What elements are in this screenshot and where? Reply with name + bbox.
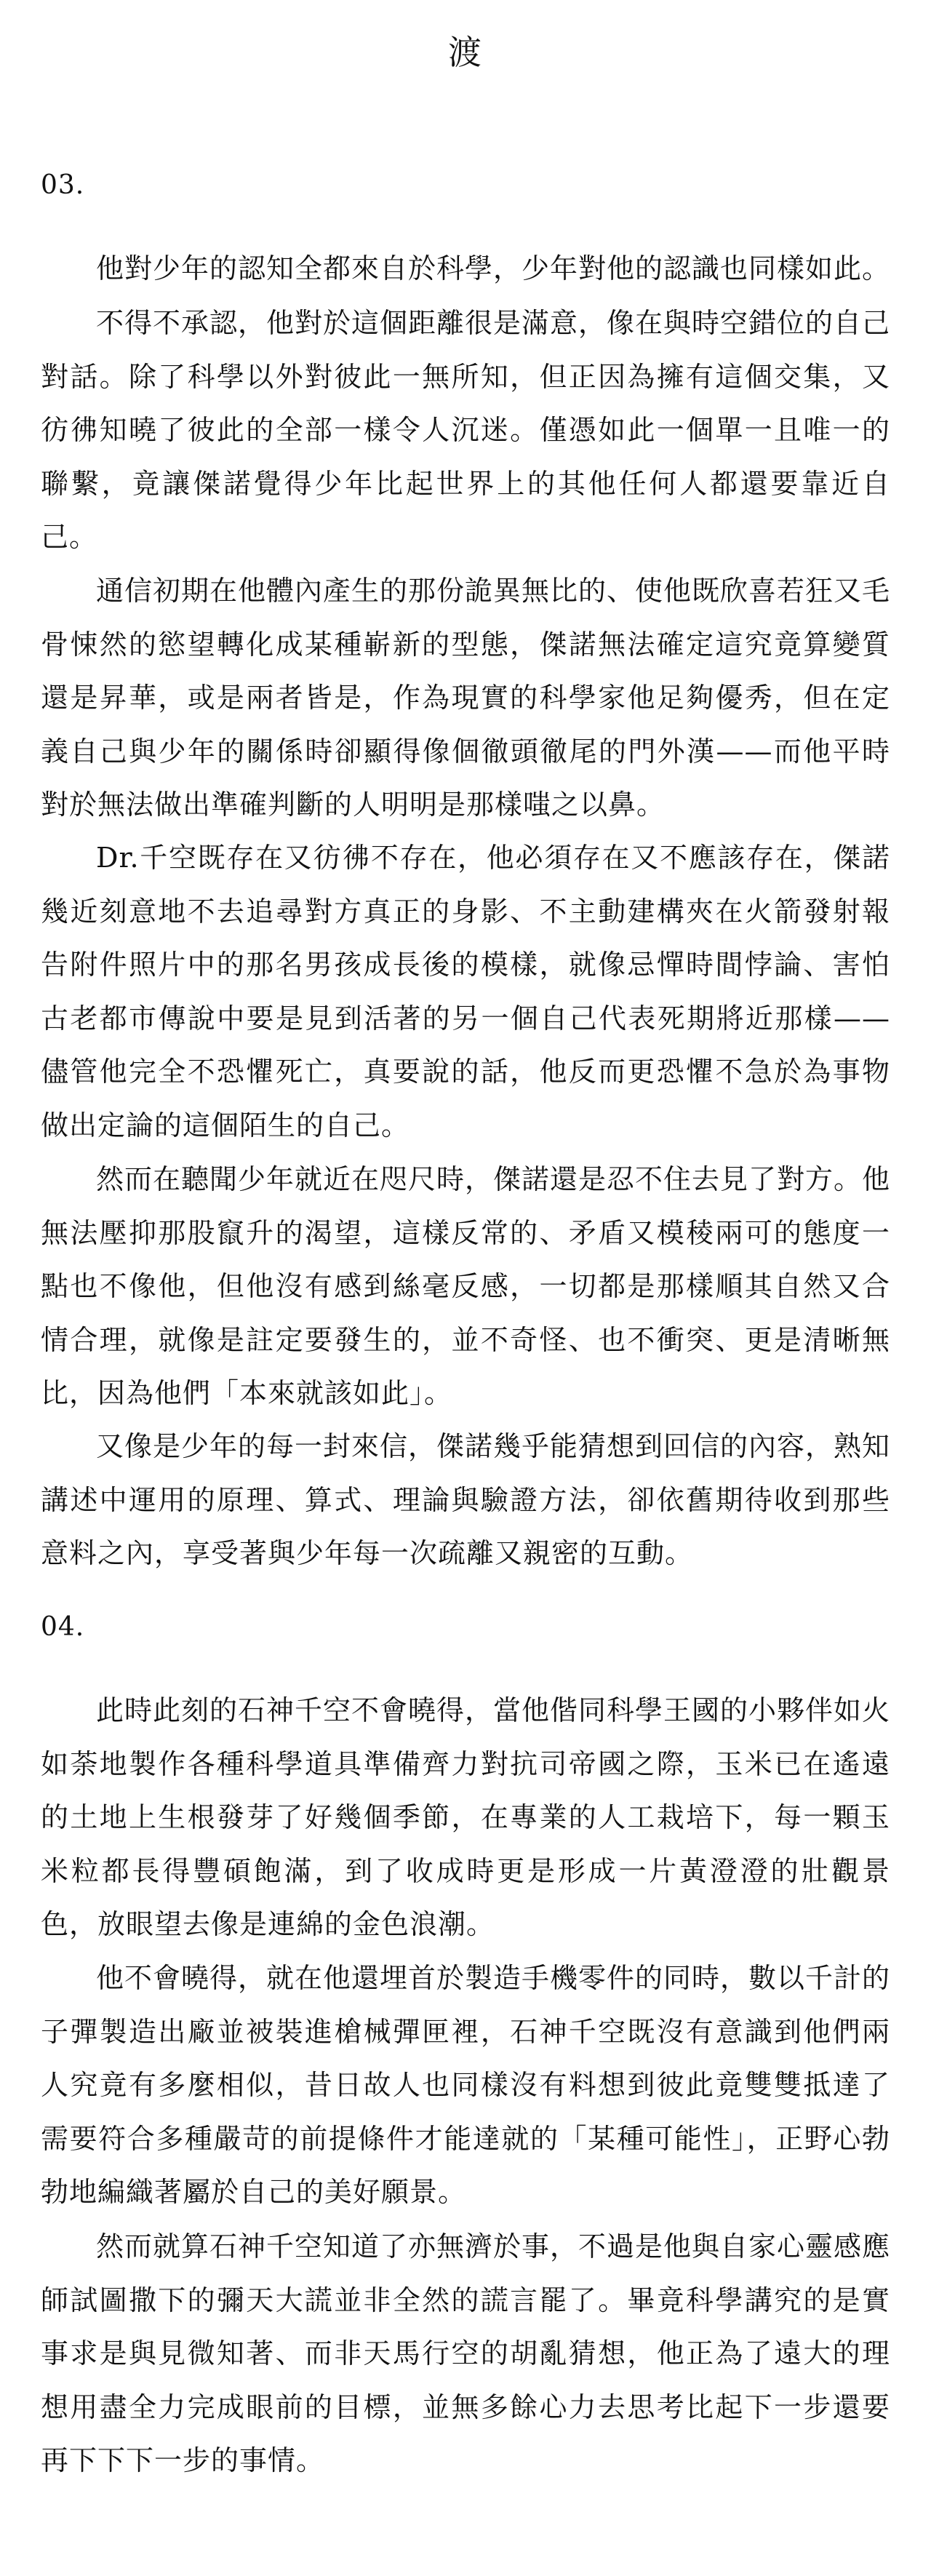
section-number: 03. xyxy=(41,170,85,200)
paragraph: Dr.千空既存在又彷彿不存在，他必須存在又不應該存在，傑諾幾近刻意地不去追尋對方真正的身影、不主動建構夾在火箭發射報告附件照片中的那名男孩成長後的模樣，就像忌憚時間悖論、害怕古老都市傳說中要是見到活著的另一個自己代表死期將近那樣——儘管他完全不恐懼死亡，真要說的話，他反而更恐懼不急於為事物做出定論的這個陌生的自己。 xyxy=(41,842,890,1141)
section-number: 04. xyxy=(41,1612,85,1642)
document-title: 渡 xyxy=(448,33,483,72)
paragraph: 然而就算石神千空知道了亦無濟於事，不過是他與自家心靈感應師試圖撒下的彌天大謊並非全然的謊言罷了。畢竟科學講究的是實事求是與見微知著、而非天馬行空的胡亂猜想，他正為了遠大的理想用盡全力完成眼前的目標，並無多餘心力去思考比起下一步還要再下下下一步的事情。 xyxy=(41,2230,891,2476)
paragraph: 他對少年的認知全都來自於科學，少年對他的認識也同樣如此。 xyxy=(96,252,891,284)
paragraph: 又像是少年的每一封來信，傑諾幾乎能猜想到回信的內容，熟知講述中運用的原理、算式、理論與驗證方法，卻依舊期待收到那些意料之內，享受著與少年每一次疏離又親密的互動。 xyxy=(41,1430,891,1569)
paragraph: 此時此刻的石神千空不會曉得，當他偕同科學王國的小夥伴如火如荼地製作各種科學道具準備齊力對抗司帝國之際，玉米已在遙遠的土地上生根發芽了好幾個季節，在專業的人工栽培下，每一顆玉米粒都長得豐碩飽滿，到了收成時更是形成一片黃澄澄的壯觀景色，放眼望去像是連綿的金色浪潮。 xyxy=(41,1694,891,1940)
paragraph: 然而在聽聞少年就近在咫尺時，傑諾還是忍不住去見了對方。他無法壓抑那股竄升的渴望，這樣反常的、矛盾又模稜兩可的態度一點也不像他，但他沒有感到絲毫反感，一切都是那樣順其自然又合情合理，就像是註定要發生的，並不奇怪、也不衝突、更是清晰無比，因為他們「本來就該如此」。 xyxy=(41,1163,891,1409)
paragraph: 他不會曉得，就在他還埋首於製造手機零件的同時，數以千計的子彈製造出廠並被裝進槍械彈匣裡，石神千空既沒有意識到他們兩人究竟有多麼相似，昔日故人也同樣沒有料想到彼此竟雙雙抵達了需要符合多種嚴苛的前提條件才能達就的「某種可能性」，正野心勃勃地編織著屬於自己的美好願景。 xyxy=(41,1962,891,2208)
paragraph: 通信初期在他體內產生的那份詭異無比的、使他既欣喜若狂又毛骨悚然的慾望轉化成某種嶄新的型態，傑諾無法確定這究竟算變質還是昇華，或是兩者皆是，作為現實的科學家他足夠優秀，但在定義自己與少年的關係時卻顯得像個徹頭徹尾的門外漢——而他平時對於無法做出準確判斷的人明明是那樣嗤之以鼻。 xyxy=(41,575,891,821)
paragraph: 不得不承認，他對於這個距離很是滿意，像在與時空錯位的自己對話。除了科學以外對彼此一無所知，但正因為擁有這個交集，又彷彿知曉了彼此的全部一樣令人沉迷。僅憑如此一個單一且唯一的聯繫，竟讓傑諾覺得少年比起世界上的其他任何人都還要靠近自己。 xyxy=(41,307,891,553)
